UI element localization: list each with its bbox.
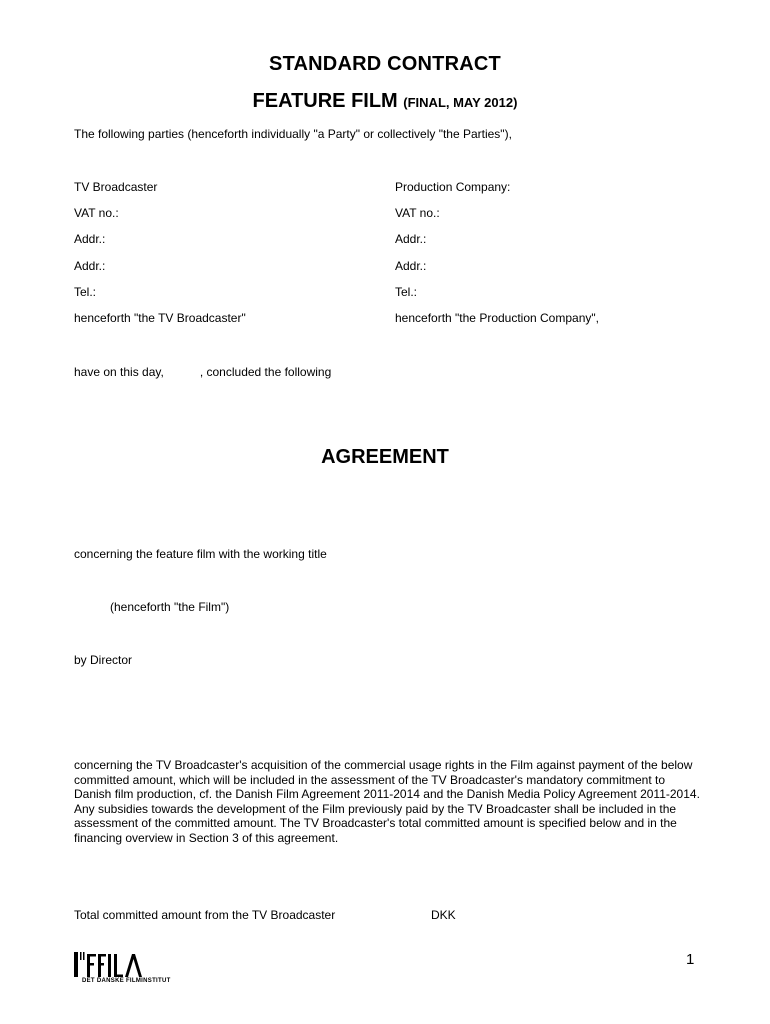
subtitle-main: FEATURE FILM: [252, 90, 398, 112]
intro-text: The following parties (henceforth individually "a Party" or collectively "the Parties"),: [74, 127, 512, 141]
agreement-heading: AGREEMENT: [321, 446, 449, 468]
left-party-tel: Tel.:: [74, 285, 97, 299]
document-title: STANDARD CONTRACT: [269, 53, 501, 75]
by-director-text: by Director: [74, 653, 133, 667]
left-party-name: TV Broadcaster: [74, 180, 158, 194]
right-party-henceforth: henceforth "the Production Company",: [395, 311, 599, 325]
concerning-title-text: concerning the feature film with the working title: [74, 547, 327, 561]
subtitle-version: (FINAL, MAY 2012): [403, 95, 518, 110]
right-party-name: Production Company:: [395, 180, 511, 194]
logo-caption: DET DANSKE FILMINSTITUT: [82, 978, 171, 984]
right-party-vat: VAT no.:: [395, 206, 440, 220]
right-party-addr2: Addr.:: [395, 259, 427, 273]
concluded-line: [74, 365, 331, 379]
henceforth-film-text: (henceforth "the Film"): [110, 600, 230, 614]
document-subtitle: [0, 90, 770, 113]
left-party-addr1: Addr.:: [74, 232, 106, 246]
concluded-suffix: , concluded the following: [199, 365, 332, 379]
page-number: 1: [686, 951, 695, 968]
left-party-henceforth: henceforth "the TV Broadcaster": [74, 311, 246, 325]
total-amount-currency: DKK: [431, 908, 456, 922]
right-party-addr1: Addr.:: [395, 232, 427, 246]
concerning-paragraph: concerning the TV Broadcaster's acquisition of the commercial usage rights in the Film against payment of the below committed amount, which will be included in the assessment of the TV Broadcaster's mandatory commitment to Danish film production, cf. the Danish Film Agreement 2011-2014 and the Danish Media Policy Agreement 2011-2014. Any subsidies towards the development of the Film previously paid by the TV Broadcaster shall be included in the assessment of the committed amount. The TV Broadcaster's total committed amount is specified below and in the financing overview in Section 3 of this agreement.: [74, 758, 700, 845]
concluded-prefix: have on this day,: [74, 365, 164, 379]
left-party-vat: VAT no.:: [74, 206, 119, 220]
total-amount-label: Total committed amount from the TV Broadcaster: [74, 908, 336, 922]
left-party-addr2: Addr.:: [74, 259, 106, 273]
right-party-tel: Tel.:: [395, 285, 418, 299]
